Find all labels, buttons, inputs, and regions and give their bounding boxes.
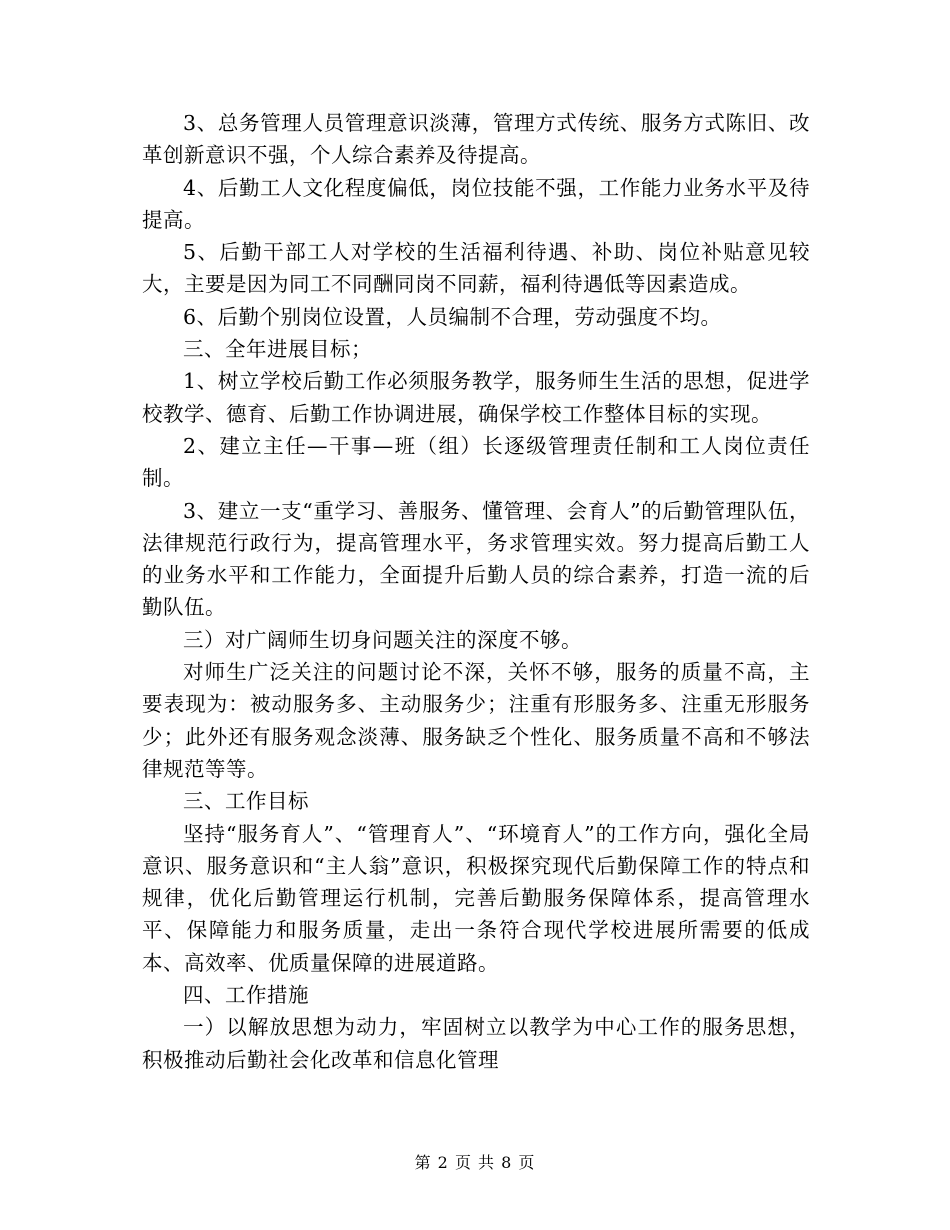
paragraph-1: 3、总务管理人员管理意识淡薄，管理方式传统、服务方式陈旧、改革创新意识不强，个人综合素养及待提高。: [142, 111, 810, 168]
paragraph-2: 4、后勤工人文化程度偏低，岗位技能不强，工作能力业务水平及待提高。: [142, 175, 810, 232]
subheading-attention-depth: 三）对广阔师生切身问题关注的深度不够。: [183, 627, 582, 652]
paragraph-14: 一）以解放思想为动力，牢固树立以教学为中心工作的服务思想，积极推动后勤社会化改革和信息化管理: [142, 1015, 810, 1072]
paragraph-8: 3、建立一支“重学习、善服务、懂管理、会育人”的后勤管理队伍，法律规范行政行为，提高管理水平，务求管理实效。努力提高后勤工人的业务水平和工作能力，全面提升后勤人员的综合素养，打造一流的后勤队伍。: [142, 498, 810, 620]
paragraph-6: 1、树立学校后勤工作必须服务教学，服务师生生活的思想，促进学校教学、德育、后勤工作协调进展，确保学校工作整体目标的实现。: [142, 369, 810, 426]
section-heading-annual-goals: 三、全年进展目标；: [183, 337, 372, 362]
page-number-footer: 第 2 页 共 8 页: [414, 1153, 536, 1172]
section-heading-work-goals: 三、工作目标: [183, 789, 309, 814]
paragraph-7: 2、建立主任—干事—班（组）长逐级管理责任制和工人岗位责任制。: [142, 433, 810, 491]
paragraph-3: 5、后勤干部工人对学校的生活福利待遇、补助、岗位补贴意见较大，主要是因为同工不同酬同岗不同薪，福利待遇低等因素造成。: [142, 240, 810, 297]
document-body: [142, 107, 810, 1076]
paragraph-10: 对师生广泛关注的问题讨论不深，关怀不够，服务的质量不高，主要表现为：被动服务多、主动服务少；注重有形服务多、注重无形服务少；此外还有服务观念淡薄、服务缺乏个性化、服务质量不高和不够法律规范等等。: [142, 660, 810, 781]
paragraph-4: 6、后勤个别岗位设置，人员编制不合理，劳动强度不均。: [183, 304, 722, 329]
section-heading-work-measures: 四、工作措施: [183, 983, 309, 1008]
paragraph-12: 坚持“服务育人”、“管理育人”、“环境育人”的工作方向，强化全局意识、服务意识和“主人翁”意识，积极探究现代后勤保障工作的特点和规律，优化后勤管理运行机制，完善后勤服务保障体系，提高管理水平、保障能力和服务质量，走出一条符合现代学校进展所需要的低成本、高效率、优质量保障的进展道路。: [142, 821, 810, 975]
